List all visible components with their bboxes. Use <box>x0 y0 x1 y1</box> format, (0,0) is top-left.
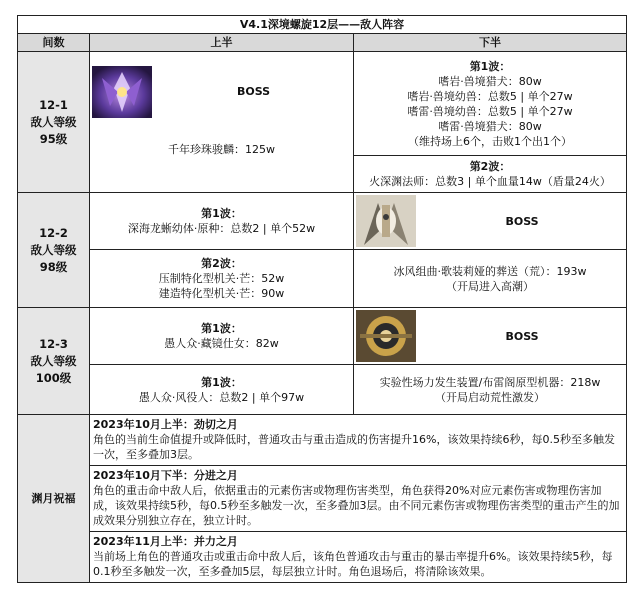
chamber-12-2-level-cell <box>18 193 90 308</box>
blessing-title: 2023年11月上半：并力之月 <box>93 535 238 548</box>
chamber-12-3-second-half-boss-header <box>354 308 627 365</box>
boss-note: （开局启动荒性激发） <box>435 390 546 404</box>
chamber-12-1-second-half-wave2 <box>354 156 627 193</box>
chamber-12-1-row-a <box>18 52 627 156</box>
wave1-title: 第1波： <box>201 207 242 220</box>
table-title: V4.1深境螺旋12层——敌人阵容 <box>18 16 627 34</box>
boss-portrait-icon <box>92 66 152 118</box>
enemy-line: 嗜岩·兽境猎犬：80w <box>438 74 542 88</box>
enemy-line: 深海龙蜥幼体·原种：总数2 | 单个52w <box>127 222 316 235</box>
wave2-title: 第2波： <box>201 257 242 270</box>
title-row <box>18 16 627 34</box>
wave1-title: 第1波： <box>201 322 242 335</box>
level-label: 敌人等级 <box>30 242 77 257</box>
boss-enemy: 千年珍珠骏麟：125w <box>168 142 275 156</box>
enemy-line: （维持场上6个，击败1个出1个） <box>408 134 573 148</box>
blessing-item <box>90 415 627 466</box>
chamber-12-3-first-half-wave2 <box>90 365 354 415</box>
header-room: 间数 <box>18 34 90 52</box>
boss-header <box>354 193 626 249</box>
blessing-row-2 <box>18 466 627 532</box>
header-row <box>18 34 627 52</box>
chamber-12-2-second-half-boss <box>354 250 627 308</box>
enemy-line: 火深渊法师：总数3 | 单个血量14w（盾量24火） <box>369 175 611 188</box>
enemy-line: 建造特化型机关·芒：90w <box>158 287 285 300</box>
chamber-12-2-second-half-boss-header <box>354 193 627 250</box>
level-label: 敌人等级 <box>30 353 77 368</box>
blessing-label: 渊月祝福 <box>18 415 90 583</box>
blessing-text: 角色的重击命中敌人后，依据重击的元素伤害或物理伤害类型，角色获得20%对应元素伤害或物理伤害加成，该效果持续5秒，每0.5秒至多触发一次，至多叠加3层。由不同元素伤害或物理伤害类型的重击产生的加成效果分别独立存在，独立计时。 <box>93 484 620 527</box>
enemy-line: 愚人众·风役人：总数2 | 单个97w <box>138 390 305 404</box>
blessing-title: 2023年10月上半：劲切之月 <box>93 418 238 431</box>
enemy-line: 嗜岩·兽境幼兽：总数5 | 单个27w <box>407 89 573 103</box>
chamber-12-1-first-half <box>90 52 354 193</box>
blessing-title: 2023年10月下半：分进之月 <box>93 469 238 482</box>
chamber-id: 12-1 <box>39 97 68 112</box>
level-value: 100级 <box>35 370 72 385</box>
chamber-id: 12-2 <box>39 225 68 240</box>
level-value: 95级 <box>39 131 68 146</box>
blessing-item <box>90 532 627 583</box>
header-second-half: 下半 <box>354 34 627 52</box>
boss-enemy: 冰风组曲·歌装莉娅的葬送（荒）：193w <box>393 264 587 278</box>
boss-label: BOSS <box>505 329 539 343</box>
enemy-line: 嗜雷·兽境猎犬：80w <box>438 119 542 133</box>
chamber-12-2-first-half-wave2 <box>90 250 354 308</box>
enemy-line: 压制特化型机关·芒：52w <box>158 272 285 285</box>
level-value: 98级 <box>39 259 68 274</box>
boss-enemy: 实验性场力发生装置/布雷阁原型机器：218w <box>379 375 601 389</box>
chamber-id: 12-3 <box>39 336 68 351</box>
level-label: 敌人等级 <box>30 114 77 129</box>
blessing-row-1 <box>18 415 627 466</box>
blessing-text: 当前场上角色的普通攻击或重击命中敌人后，该角色普通攻击与重击的暴击率提升6%。该效果持续5秒，每0.1秒至多触发一次，至多叠加5层，每层独立计时。角色退场后，将清除该效果。 <box>93 550 613 578</box>
lineup-table-wrapper <box>17 15 626 583</box>
wave1-title: 第1波： <box>469 59 511 73</box>
enemy-line: 嗜雷·兽境幼兽：总数5 | 单个27w <box>407 104 573 118</box>
boss-portrait-icon <box>356 195 416 247</box>
boss-header <box>354 308 626 364</box>
chamber-12-3-row-a <box>18 308 627 365</box>
enemy-lineup-table <box>17 15 627 583</box>
boss-portrait-icon <box>356 310 416 362</box>
boss-note: （开局进入高潮） <box>446 279 535 293</box>
boss-label: BOSS <box>236 85 271 98</box>
chamber-12-3-second-half-boss <box>354 365 627 415</box>
blessing-row-3 <box>18 532 627 583</box>
enemy-line: 愚人众·藏镜仕女：82w <box>164 337 279 350</box>
blessing-item <box>90 466 627 532</box>
chamber-12-2-first-half-wave1 <box>90 193 354 250</box>
blessing-text: 角色的当前生命值提升或降低时，普通攻击与重击造成的伤害提升16%，该效果持续6秒，每0.5秒至多触发一次，至多叠加3层。 <box>93 433 615 461</box>
boss-header <box>90 64 353 120</box>
header-first-half: 上半 <box>90 34 354 52</box>
chamber-12-3-row-b <box>18 365 627 415</box>
boss-label: BOSS <box>505 214 539 228</box>
chamber-12-1-second-half-wave1 <box>354 52 627 156</box>
wave2-title: 第2波： <box>469 160 511 173</box>
chamber-12-3-first-half-wave1 <box>90 308 354 365</box>
wave2-title: 第1波： <box>201 375 242 389</box>
chamber-12-2-row-a <box>18 193 627 250</box>
chamber-12-1-level-cell <box>18 52 90 193</box>
chamber-12-2-row-b <box>18 250 627 308</box>
chamber-12-3-level-cell <box>18 308 90 415</box>
